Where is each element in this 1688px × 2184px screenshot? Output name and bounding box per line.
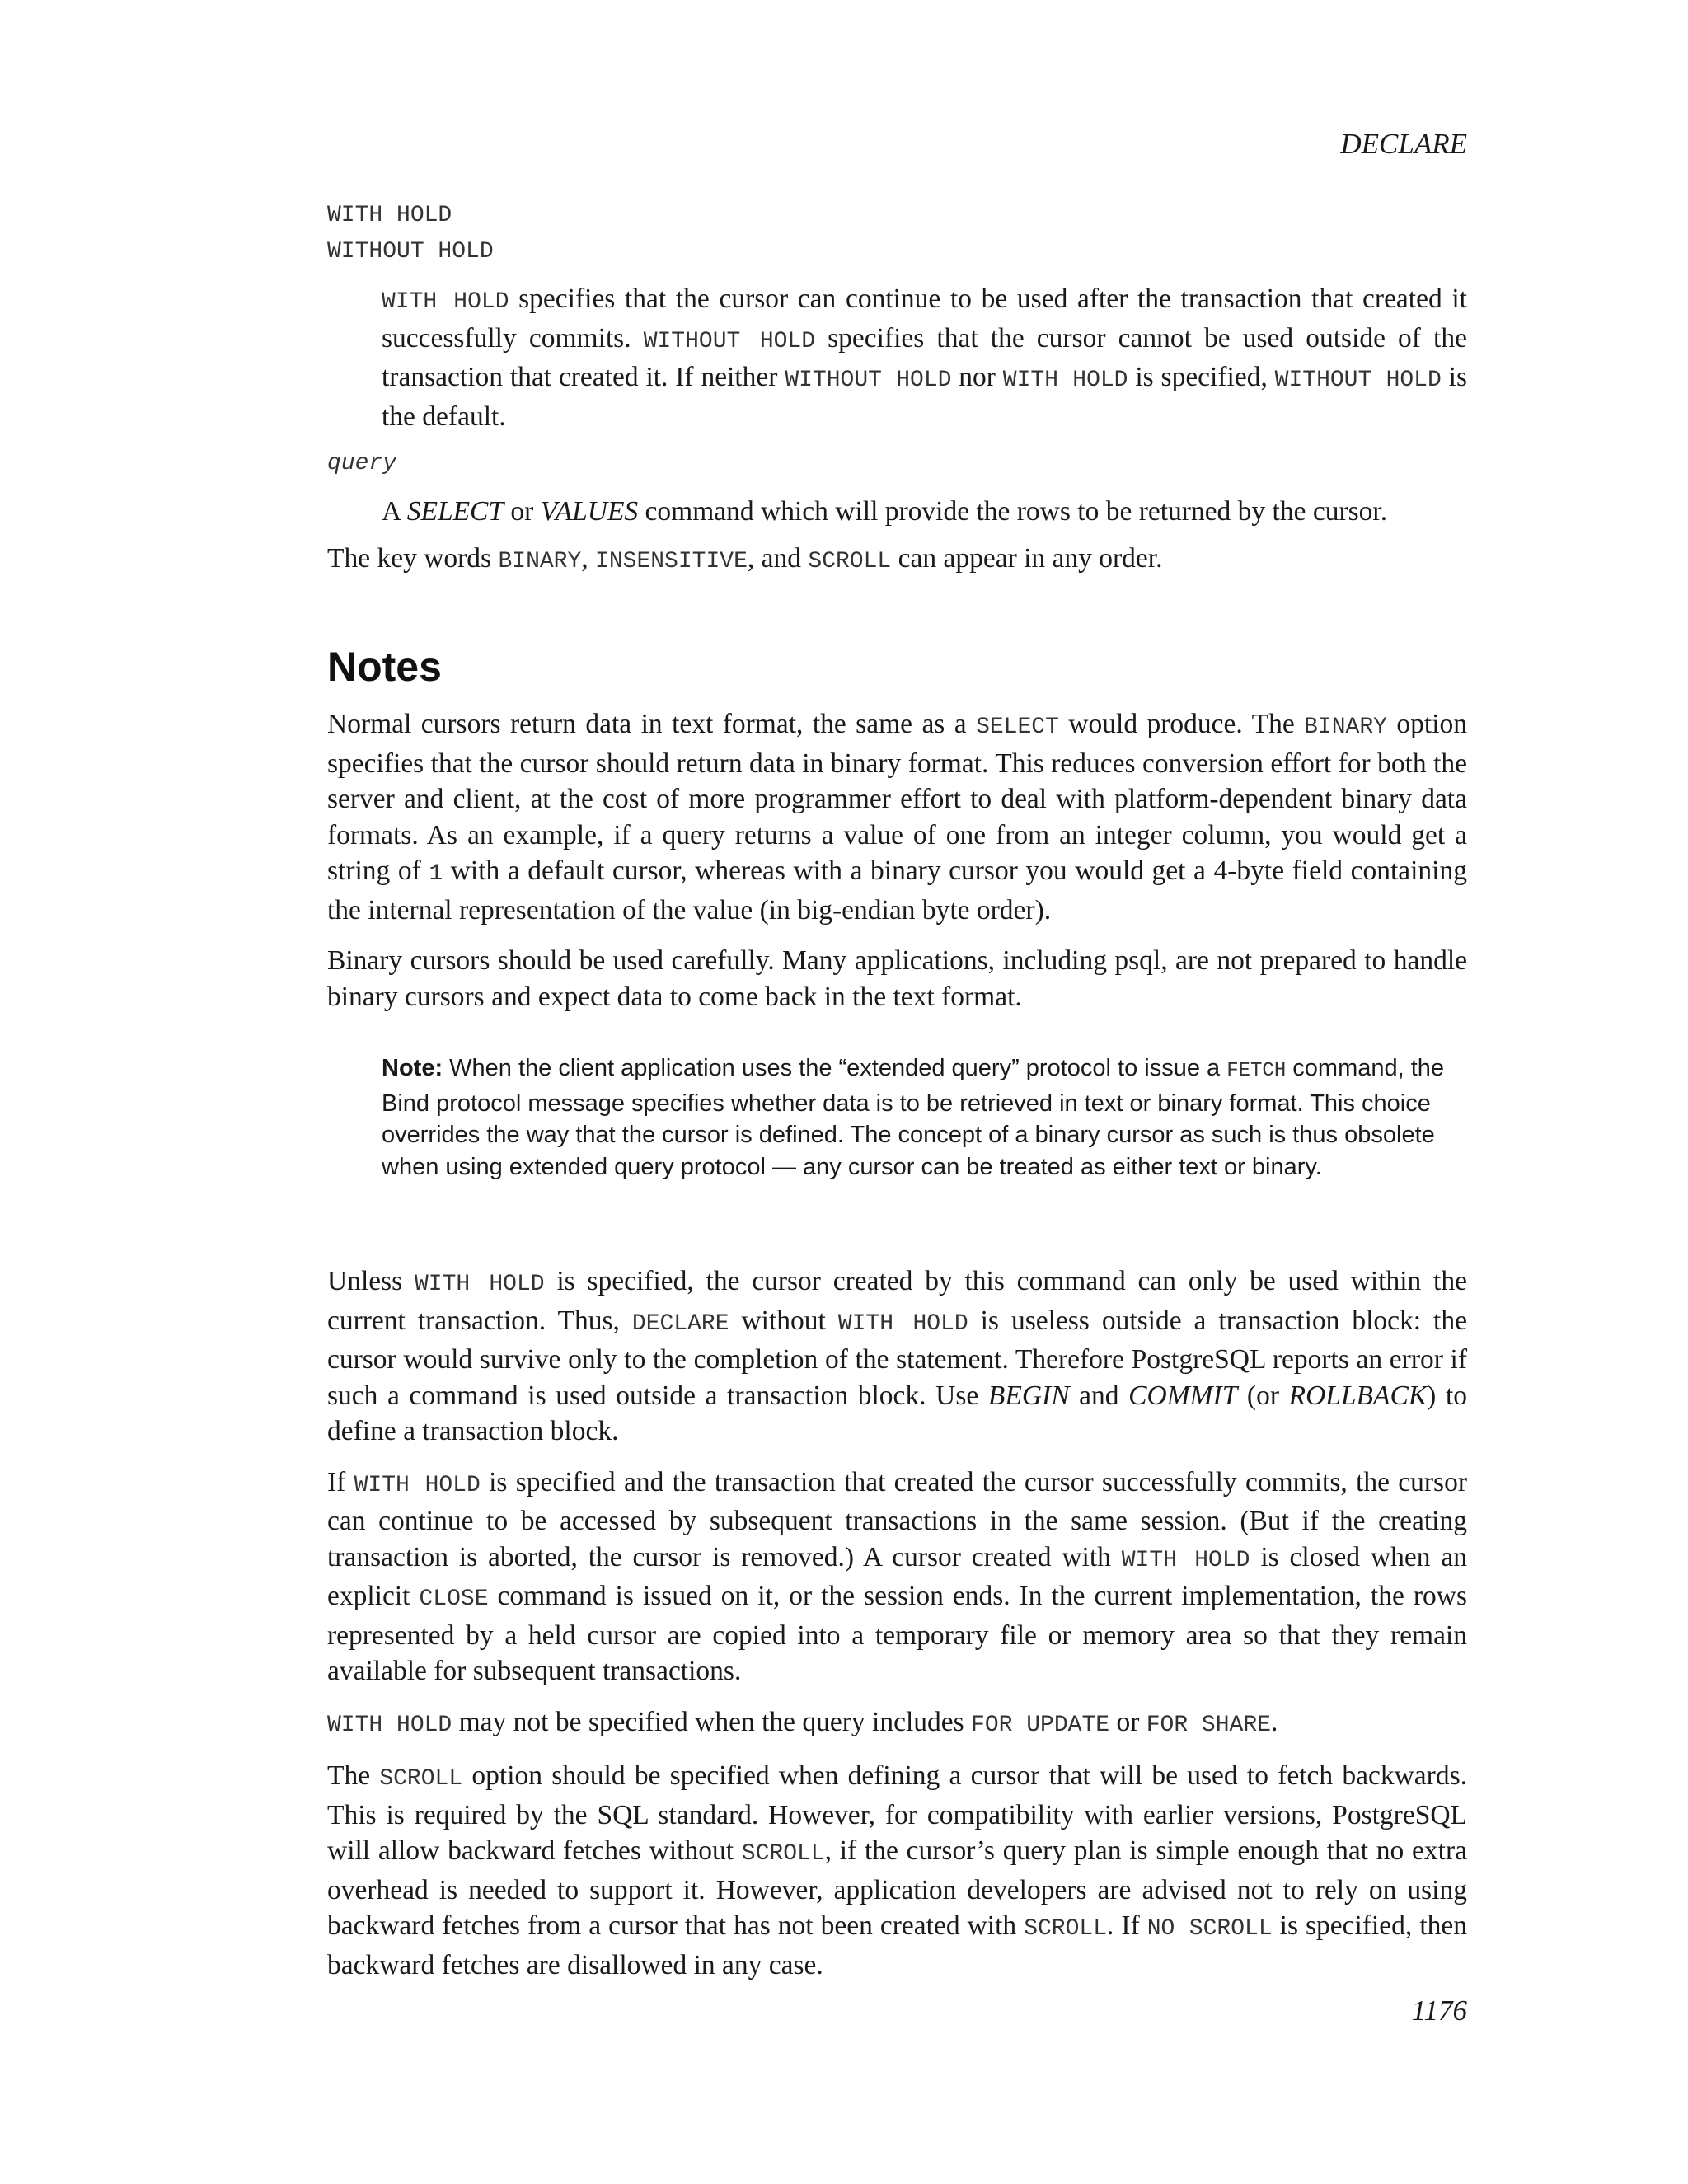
paragraph-binary-format — [327, 706, 1467, 928]
text-span: is specified and the transaction that created the cursor successfully commits, the cursor can continue to be accessed by subsequent transactions in the same session. (But if the creating transaction is aborted, the cursor is removed.) A cursor created with — [327, 1466, 1467, 1572]
code-span: WITHOUT HOLD — [785, 368, 952, 393]
text-span: command, the Bind protocol message specifies whether data is to be retrieved in text or binary format. This choice overrides the way that the cursor is defined. The concept of a binary cursor as such is thus obsolete when using extended query protocol — any cursor can be treated as either text or binary. — [382, 1055, 1445, 1180]
page-number: 1176 — [1411, 1994, 1467, 2027]
note-box — [382, 1052, 1467, 1183]
code-span: INSENSITIVE — [595, 549, 748, 574]
term-query: query — [327, 451, 397, 476]
code-span: WITHOUT HOLD — [1274, 368, 1442, 393]
code-span: WITH HOLD — [414, 1272, 545, 1297]
keywords-paragraph — [327, 541, 1467, 580]
code-span: SCROLL — [379, 1766, 463, 1792]
text-span: is specified, then backward fetches are disallowed in any case. — [327, 1910, 1467, 1980]
term-without-hold: WITHOUT HOLD — [327, 238, 494, 265]
text-span: is useless outside a transaction block: the cursor would survive only to the completion of the statement. Therefore PostgreSQL reports an error if such a command is used outside a transaction block. Use — [327, 1305, 1467, 1411]
text-span: with a default cursor, whereas with a binary cursor you would get a 4-byte field containing the internal representation of the value (in big-endian byte order). — [327, 855, 1467, 926]
text-span: nor — [951, 362, 1003, 392]
text-span: , — [581, 543, 596, 574]
code-span: WITH HOLD — [354, 1472, 481, 1498]
text-span: command is issued on it, or the session ends. In the current implementation, the rows represented by a held cursor are copied into a temporary file or memory area so that they remain available for subsequent transactions. — [327, 1581, 1467, 1686]
text-span: may not be specified when the query includes — [452, 1706, 972, 1737]
code-span: WITH HOLD — [382, 289, 509, 315]
text-span: or — [1109, 1706, 1146, 1737]
text-span: Unless — [327, 1266, 415, 1296]
paragraph-scroll — [327, 1758, 1467, 1983]
code-span: BINARY — [1304, 715, 1387, 740]
code-span: SCROLL — [808, 549, 892, 574]
text-span: command which will provide the rows to be returned by the cursor. — [638, 495, 1388, 527]
code-span: WITH HOLD — [837, 1310, 968, 1337]
code-span: WITH HOLD — [1121, 1547, 1250, 1573]
code-span: DECLARE — [631, 1310, 729, 1337]
page-body — [327, 198, 1467, 1998]
text-span: without — [729, 1305, 838, 1336]
code-span: SCROLL — [741, 1841, 825, 1867]
text-span: If — [327, 1466, 354, 1497]
text-span: (or — [1237, 1380, 1289, 1411]
text-span: and — [1069, 1380, 1129, 1411]
term-with-hold: WITH HOLD — [327, 203, 452, 228]
code-span: FOR UPDATE — [971, 1712, 1110, 1738]
paragraph-with-hold — [327, 1465, 1467, 1690]
code-span: WITH HOLD — [1002, 368, 1128, 393]
text-span: Normal cursors return data in text format, the same as a — [327, 709, 977, 739]
text-span: specifies that the cursor can continue to be used after the transaction that created it successfully commits. — [382, 284, 1467, 354]
text-span: . — [1270, 1706, 1278, 1737]
text-span: specifies that the cursor cannot be used outside of the transaction that created it. If neither — [382, 322, 1467, 392]
text-span: The — [327, 1760, 380, 1791]
text-span: would produce. The — [1058, 709, 1305, 739]
code-span: 1 — [429, 861, 443, 887]
code-span: WITH HOLD — [327, 1712, 452, 1738]
text-span: is the default. — [382, 362, 1467, 432]
code-span: SELECT — [976, 715, 1059, 740]
command-link: SELECT — [406, 495, 504, 527]
command-link: ROLLBACK — [1288, 1380, 1428, 1411]
definition-hold — [382, 281, 1467, 434]
text-span: or — [504, 495, 541, 527]
code-span: BINARY — [498, 549, 582, 574]
text-span: option should be specified when defining a cursor that will be used to fetch backwards. This is required by the SQL standard. However, for compatibility with earlier versions, PostgreSQL will allow backward fetches without — [327, 1760, 1467, 1866]
running-header: DECLARE — [1340, 128, 1467, 160]
notes-heading: Notes — [327, 643, 442, 690]
code-span: NO SCROLL — [1146, 1916, 1273, 1942]
text-span: is closed when an explicit — [327, 1541, 1468, 1611]
text-span: can appear in any order. — [891, 543, 1163, 574]
definition-query — [382, 494, 1467, 530]
text-span: , and — [747, 543, 809, 574]
text-span: A — [382, 495, 407, 527]
text-span: When the client application uses the “extended query” protocol to issue a — [443, 1055, 1227, 1081]
code-span: CLOSE — [419, 1586, 489, 1612]
text-span: ) to define a transaction block. — [327, 1380, 1468, 1446]
text-span: . If — [1107, 1910, 1147, 1941]
text-span: is specified, the cursor created by this command can only be used within the current transaction. Thus, — [327, 1266, 1467, 1336]
note-label: Note: — [382, 1055, 443, 1081]
paragraph-for-update — [327, 1704, 1467, 1744]
text-span: option specifies that the cursor should return data in binary format. This reduces conversion effort for both the server and client, at the cost of more programmer effort to deal with platform-dependent binary data formats. As an example, if a query returns a value of one from an integer column, you would get a string of — [327, 709, 1467, 886]
command-link: VALUES — [540, 495, 639, 527]
paragraph-transaction-scope — [327, 1263, 1467, 1450]
code-span: SCROLL — [1024, 1916, 1108, 1942]
command-link: COMMIT — [1128, 1380, 1238, 1411]
text-span: The key words — [327, 543, 499, 574]
code-span: WITHOUT HOLD — [643, 328, 816, 354]
text-span: is specified, — [1128, 362, 1275, 392]
text-span: , if the cursor’s query plan is simple enough that no extra overhead is needed to support it. However, application developers are advised not to rely on using backward fetches from a cursor that has not been created with — [327, 1835, 1467, 1941]
command-link: BEGIN — [987, 1380, 1070, 1411]
code-span: FETCH — [1226, 1060, 1287, 1082]
code-span: FOR SHARE — [1146, 1712, 1271, 1738]
paragraph-binary-caution: Binary cursors should be used carefully. Many applications, including psql, are not prepared to handle binary cursors and expect data to come back in the text format. — [327, 945, 1467, 1012]
